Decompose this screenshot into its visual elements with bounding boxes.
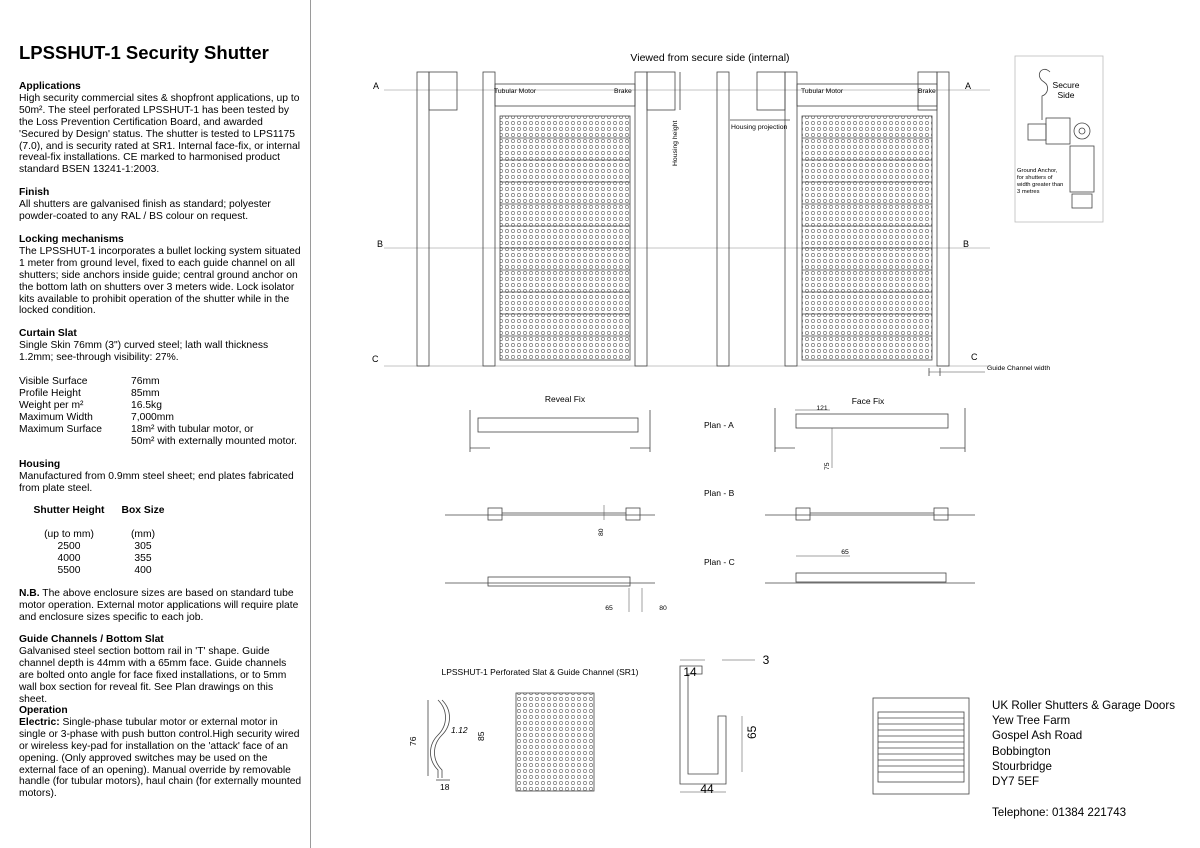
dim-65-guide: 65 bbox=[745, 725, 759, 739]
ground-anchor-line1: Ground Anchor, bbox=[1017, 168, 1058, 174]
curtain-slat-text: Single Skin 76mm (3") curved steel; lath wall thickness 1.2mm; see-through visibility: 27%. bbox=[19, 339, 269, 363]
secure-side-line2: Side bbox=[1057, 90, 1075, 100]
dim-75: 75 bbox=[824, 462, 831, 470]
spec-value: 85mm bbox=[131, 387, 160, 399]
nb-label: N.B. bbox=[19, 588, 40, 599]
label-a-left: A bbox=[373, 81, 380, 91]
height-cell: 5500 bbox=[57, 564, 81, 576]
spec-value: 16.5kg bbox=[131, 399, 162, 411]
dim-80-plan-b: 80 bbox=[598, 528, 605, 536]
spec-value: 7,000mm bbox=[131, 411, 174, 423]
dim-18: 18 bbox=[440, 782, 450, 792]
plan-c-label: Plan - C bbox=[704, 557, 735, 567]
dim-44: 44 bbox=[700, 782, 714, 796]
reveal-fix-label: Reveal Fix bbox=[544, 394, 586, 404]
operation-heading: Operation bbox=[19, 705, 68, 716]
view-title: Viewed from secure side (internal) bbox=[630, 52, 790, 64]
dim-121: 121 bbox=[816, 405, 828, 412]
company-name: UK Roller Shutters & Garage Doors bbox=[992, 699, 1175, 712]
page-title: LPSSHUT-1 Security Shutter bbox=[19, 42, 269, 63]
slat-title: LPSSHUT-1 Perforated Slat & Guide Channel (SR1) bbox=[441, 667, 639, 677]
label-b-left: B bbox=[377, 239, 384, 249]
spec-label: Maximum Surface bbox=[19, 423, 102, 435]
ground-anchor-line4: 3 metres bbox=[1017, 189, 1040, 195]
address-line: DY7 5EF bbox=[992, 775, 1040, 789]
plan-drawings bbox=[445, 408, 975, 612]
guide-channels-text: Galvanised steel section bottom rail in 'T' shape. Guide channel depth is 44mm with a 65mm face. Guide channels are bolted onto angle for face fixed installations, or to 5mm wall box section for reveal fit. See Plan drawings on this sheet. bbox=[19, 645, 287, 705]
spec-label: Weight per m² bbox=[19, 399, 84, 411]
spec-label: Profile Height bbox=[19, 387, 81, 399]
elevation-view bbox=[384, 72, 990, 376]
spec-value: 76mm bbox=[131, 376, 160, 387]
applications-heading: Applications bbox=[19, 81, 81, 92]
height-cell: 2500 bbox=[57, 540, 81, 552]
box-size-header: Box Size bbox=[121, 505, 165, 516]
company-details bbox=[992, 698, 1175, 820]
operation-label: Electric: bbox=[19, 716, 60, 728]
address-line: Yew Tree Farm bbox=[992, 714, 1071, 728]
box-cell: 305 bbox=[134, 540, 152, 552]
tubular-motor-label-right: Tubular Motor bbox=[801, 88, 844, 95]
housing-text: Manufactured from 0.9mm steel sheet; end plates fabricated from plate steel. bbox=[19, 470, 294, 494]
operation-body: Single-phase tubular motor or external motor in single or 3-phase with push button control.High security wired or wireless key-pad for installation on the 'attack' face of an opening. (Only approved switches may be used on the external face of an opening). Manual override by removable handle (for tubular motors), haul chain (for externally mounted motors). bbox=[19, 716, 302, 800]
secure-side-line1: Secure bbox=[1052, 80, 1080, 90]
slat-section bbox=[428, 660, 969, 794]
tubular-motor-label-left: Tubular Motor bbox=[494, 88, 537, 95]
dim-3: 3 bbox=[762, 653, 770, 667]
dim-85: 85 bbox=[476, 731, 486, 741]
brake-label-right: Brake bbox=[918, 88, 936, 95]
housing-heading: Housing bbox=[19, 459, 61, 470]
label-b-right: B bbox=[963, 239, 970, 249]
phone-number: Telephone: 01384 221743 bbox=[992, 806, 1127, 820]
locking-text: The LPSSHUT-1 incorporates a bullet locking system situated 1 meter from ground level, fixed to each guide channel on all shutters; side anchors inside guide; central ground anchor on the bottom lath on shutters over 3 meters wide. Lock isolator kits available to prohibit operation of the shutter while in the locked condition. bbox=[19, 245, 301, 317]
height-cell: 4000 bbox=[57, 552, 81, 564]
finish-heading: Finish bbox=[19, 187, 50, 198]
dim-80-reveal: 80 bbox=[659, 605, 667, 612]
dim-65-reveal: 65 bbox=[605, 605, 613, 612]
spec-label: Maximum Width bbox=[19, 411, 93, 423]
dim-76: 76 bbox=[408, 736, 418, 746]
plan-a-label: Plan - A bbox=[704, 420, 734, 430]
housing-projection-label: Housing projection bbox=[731, 124, 788, 131]
spec-value-continued: 50m² with externally mounted motor. bbox=[131, 435, 297, 447]
applications-text: High security commercial sites & shopfront applications, up to 50m². The steel perforated LPSSHUT-1 has been tested by the Loss Prevention Certification Board, and awarded 'Secured by Design' status. The shutter is tested to LPS1175 (7.0), and is security rated at SR1. Internal face-fix, or internal reveal-fix installations. CE marked to harmonised product standard BSEN 13241-1:2003. bbox=[19, 92, 301, 176]
spec-value: 18m² with tubular motor, or bbox=[131, 423, 254, 435]
curtain-slat-heading: Curtain Slat bbox=[19, 328, 77, 339]
finish-text: All shutters are galvanised finish as standard; polyester powder-coated to any RAL / BS colour on request. bbox=[19, 198, 271, 222]
shutter-height-header: Shutter Height bbox=[33, 505, 105, 516]
address-line: Bobbington bbox=[992, 744, 1051, 758]
label-a-right: A bbox=[965, 81, 972, 91]
brake-label-left: Brake bbox=[614, 88, 632, 95]
guide-channels-heading: Guide Channels / Bottom Slat bbox=[19, 634, 164, 645]
box-unit: (mm) bbox=[130, 528, 155, 540]
locking-heading: Locking mechanisms bbox=[19, 234, 124, 245]
address-line: Gospel Ash Road bbox=[992, 729, 1083, 743]
box-cell: 400 bbox=[134, 564, 152, 576]
box-cell: 355 bbox=[134, 552, 152, 564]
plan-b-label: Plan - B bbox=[704, 488, 735, 498]
guide-channel-width-label: Guide Channel width bbox=[987, 365, 1051, 372]
height-unit: (up to mm) bbox=[44, 528, 94, 540]
housing-height-label: Housing height bbox=[672, 120, 679, 166]
face-fix-label: Face Fix bbox=[851, 396, 885, 406]
nb-body: The above enclosure sizes are based on standard tube motor operation. External motor applications will require plate and enclosure sizes specific to each job. bbox=[19, 588, 299, 623]
dim-1-12: 1.12 bbox=[451, 725, 468, 735]
ground-anchor-line3: width greater than bbox=[1017, 182, 1064, 188]
label-c-right: C bbox=[971, 352, 978, 362]
dim-65-plan-c: 65 bbox=[841, 549, 849, 556]
spec-label: Visible Surface bbox=[19, 376, 88, 387]
address-line: Stourbridge bbox=[992, 759, 1052, 773]
ground-anchor-line2: for shutters of bbox=[1017, 175, 1053, 181]
dim-14: 14 bbox=[683, 665, 697, 679]
label-c-left: C bbox=[372, 354, 379, 364]
